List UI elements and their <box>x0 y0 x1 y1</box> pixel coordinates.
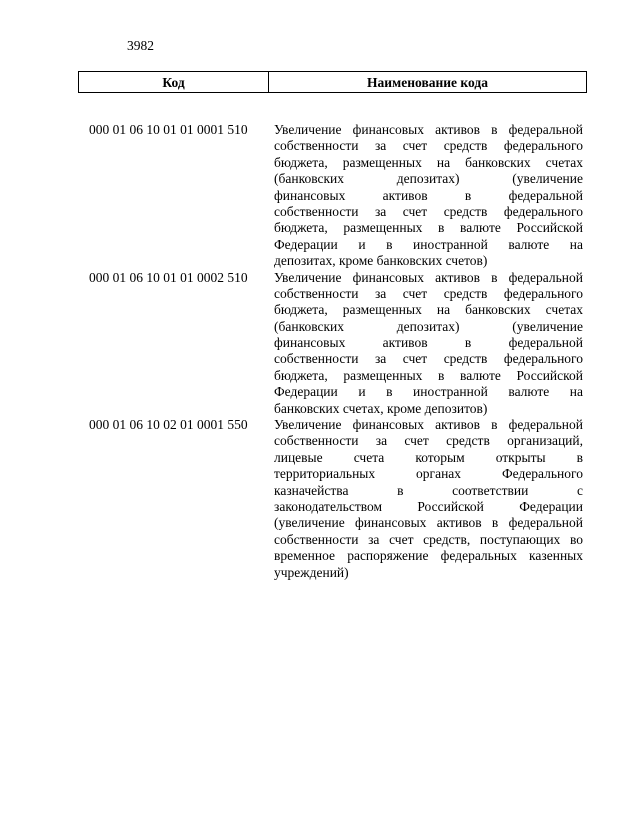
name-line: собственности за счет средств федерального <box>274 285 583 301</box>
name-line: законодательством Российской Федерации <box>274 498 583 514</box>
header-name: Наименование кода <box>367 75 488 90</box>
name-line: Федерации и в иностранной валюте на <box>274 236 583 252</box>
table-row <box>78 417 587 581</box>
name-line: территориальных органах Федерального <box>274 466 583 482</box>
name-line: собственности за счет средств федерального <box>274 203 583 219</box>
row-name <box>274 270 583 418</box>
name-line: собственности за счет средств федерального <box>274 138 583 154</box>
name-line: собственности за счет средств федерального <box>274 351 583 367</box>
row-name <box>274 122 583 270</box>
name-line: бюджета, размещенных в валюте Российской <box>274 367 583 383</box>
name-line: собственности за счет средств организаций, <box>274 433 583 449</box>
name-line: бюджета, размещенных в валюте Российской <box>274 220 583 236</box>
name-line: собственности за счет средств, поступающих во <box>274 531 583 547</box>
name-line: учреждений) <box>274 564 349 580</box>
name-line: (банковских депозитах) (увеличение <box>274 171 583 187</box>
row-code: 000 01 06 10 01 01 0002 510 <box>89 269 248 285</box>
table-row <box>78 122 587 270</box>
table-row <box>78 270 587 418</box>
name-line: (увеличение финансовых активов в федеральной <box>274 515 583 531</box>
header-code: Код <box>79 72 269 92</box>
name-line: (банковских депозитах) (увеличение <box>274 318 583 334</box>
page-number: 3982 <box>127 38 154 53</box>
name-line: Увеличение финансовых активов в федеральной <box>274 122 583 137</box>
name-line: депозитах, кроме банковских счетов) <box>274 253 488 269</box>
name-line: казначейства в соответствии с <box>274 482 583 498</box>
name-line: бюджета, размещенных на банковских счетах <box>274 302 583 318</box>
name-line: Увеличение финансовых активов в федеральной <box>274 269 583 285</box>
name-line: Федерации и в иностранной валюте на <box>274 384 583 400</box>
name-line: финансовых активов в федеральной <box>274 335 583 351</box>
table-header <box>78 71 587 93</box>
row-name <box>274 417 583 581</box>
name-line: лицевые счета которым открыты в <box>274 449 583 465</box>
name-line: временное распоряжение федеральных казенных <box>274 548 583 564</box>
name-line: банковских счетах, кроме депозитов) <box>274 400 488 416</box>
row-code: 000 01 06 10 01 01 0001 510 <box>89 122 248 137</box>
row-code: 000 01 06 10 02 01 0001 550 <box>89 417 248 433</box>
name-line: бюджета, размещенных на банковских счетах <box>274 154 583 170</box>
name-line: финансовых активов в федеральной <box>274 187 583 203</box>
table-body <box>78 122 587 581</box>
name-line: Увеличение финансовых активов в федеральной <box>274 417 583 433</box>
